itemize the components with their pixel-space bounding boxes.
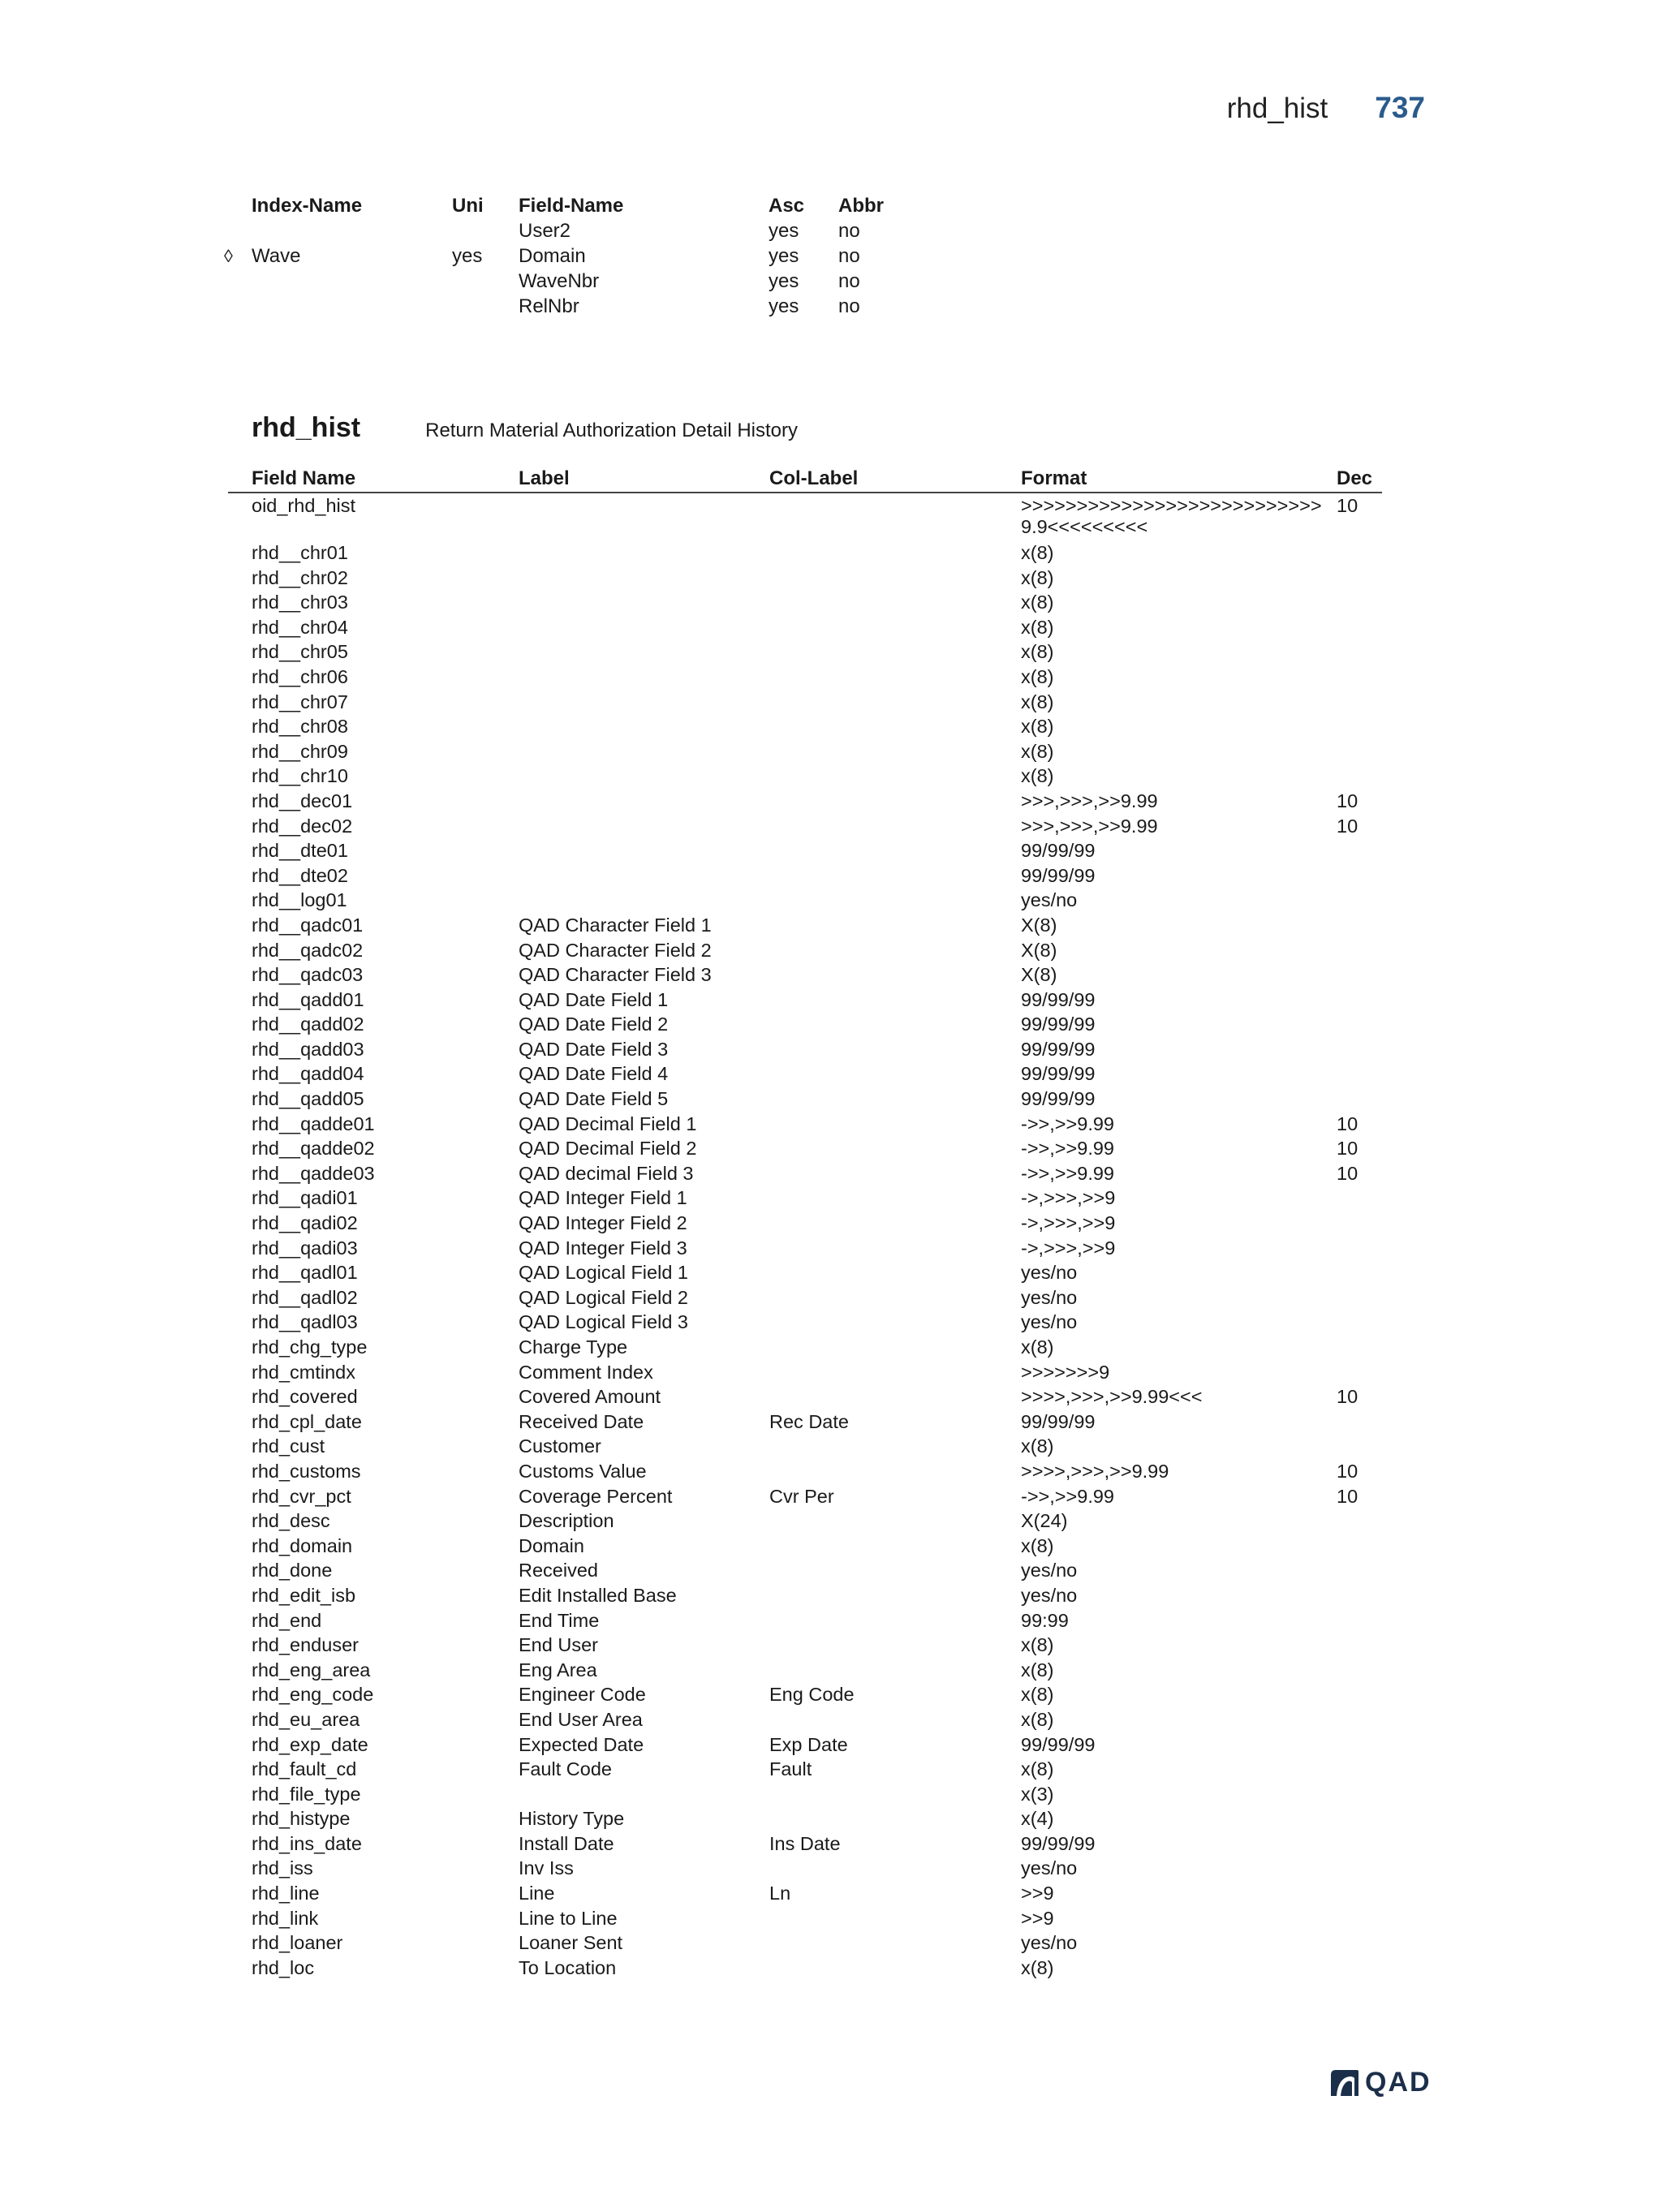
table-row [228, 1285, 1382, 1310]
field-name: rhd_ins_date [252, 1832, 362, 1854]
field-label: QAD Character Field 1 [519, 914, 712, 936]
table-row [228, 1360, 1382, 1385]
field-name: rhd__qadi03 [252, 1237, 358, 1259]
field-format: 99/99/99 [1021, 864, 1096, 886]
field-name: rhd__qadl02 [252, 1286, 358, 1308]
table-row [228, 1831, 1382, 1857]
field-col-label: Eng Code [769, 1684, 855, 1706]
field-name: rhd__qadd04 [252, 1063, 364, 1085]
field-name: rhd_edit_isb [252, 1584, 356, 1606]
table-row [228, 1558, 1382, 1583]
field-name: rhd__chr10 [252, 765, 348, 787]
table-row [228, 1707, 1382, 1732]
index-row [0, 294, 974, 319]
table-row [228, 1037, 1382, 1062]
table-row [228, 863, 1382, 889]
field-name: rhd_cvr_pct [252, 1485, 351, 1507]
field-format: ->,>>>,>>9 [1021, 1237, 1116, 1259]
field-name: rhd__chr06 [252, 665, 348, 687]
table-row [228, 690, 1382, 715]
field-name: rhd__qadde03 [252, 1162, 375, 1184]
field-name: rhd_fault_cd [252, 1758, 357, 1780]
field-name: rhd__dec02 [252, 815, 353, 837]
field-name: rhd__qadc02 [252, 939, 364, 961]
field-label: QAD Date Field 1 [519, 988, 669, 1010]
index-row [0, 243, 974, 269]
table-row [228, 1012, 1382, 1037]
table-row [228, 764, 1382, 789]
field-format: 99/99/99 [1021, 1063, 1096, 1085]
table-row [228, 789, 1382, 814]
field-format: x(8) [1021, 566, 1054, 588]
field-format: x(8) [1021, 592, 1054, 613]
field-name: rhd_cust [252, 1435, 325, 1457]
field-label: QAD Character Field 2 [519, 939, 712, 961]
field-label: QAD Decimal Field 1 [519, 1112, 697, 1134]
field-name: rhd_iss [252, 1857, 313, 1879]
field-label: Description [519, 1510, 614, 1532]
field-format: >>>,>>>,>>9.99 [1021, 815, 1158, 837]
index-unique: yes [452, 245, 483, 267]
field-label: Received [519, 1560, 598, 1582]
field-format: >>>>>>>9 [1021, 1361, 1110, 1383]
index-asc: yes [769, 295, 799, 317]
header-field-name: Field-Name [519, 195, 624, 217]
field-label: Eng Area [519, 1659, 597, 1681]
field-col-label: Exp Date [769, 1733, 848, 1755]
index-key-marker: ◊ [224, 246, 233, 266]
field-format: x(8) [1021, 740, 1054, 762]
field-label: QAD Integer Field 2 [519, 1212, 687, 1234]
table-row [228, 1161, 1382, 1186]
field-col-label: Ln [769, 1883, 791, 1904]
field-label: Inv Iss [519, 1857, 574, 1879]
table-row [228, 540, 1382, 566]
field-name: rhd__qadl01 [252, 1262, 358, 1284]
field-label: QAD Character Field 3 [519, 964, 712, 986]
field-format: >>9 [1021, 1907, 1054, 1929]
field-name: rhd_enduser [252, 1634, 359, 1656]
table-row [228, 838, 1382, 863]
field-col-label: Ins Date [769, 1832, 841, 1854]
field-format: yes/no [1021, 1262, 1078, 1284]
field-label: History Type [519, 1808, 625, 1830]
field-format: x(8) [1021, 1336, 1054, 1358]
field-name: rhd__chr08 [252, 716, 348, 738]
field-format: 99/99/99 [1021, 1410, 1096, 1432]
field-format: x(8) [1021, 716, 1054, 738]
table-row [228, 888, 1382, 913]
header-title: rhd_hist [1226, 93, 1328, 124]
field-format: 99/99/99 [1021, 988, 1096, 1010]
index-field-name: User2 [519, 220, 571, 242]
field-dec: 10 [1337, 1112, 1358, 1134]
field-name: rhd_file_type [252, 1783, 361, 1805]
index-field-name: WaveNbr [519, 270, 600, 292]
header-index-name: Index-Name [252, 195, 363, 217]
field-name: rhd__qadc03 [252, 964, 364, 986]
field-name: rhd__qadl03 [252, 1311, 358, 1333]
field-name: rhd__qadi01 [252, 1187, 358, 1209]
header-asc: Asc [769, 195, 805, 217]
table-row [228, 1186, 1382, 1211]
field-name: rhd_eng_code [252, 1684, 374, 1706]
field-label: To Location [519, 1956, 617, 1978]
field-name: rhd__chr04 [252, 616, 348, 638]
field-label: Line to Line [519, 1907, 618, 1929]
table-row [228, 665, 1382, 690]
table-title [252, 412, 798, 444]
table-row [228, 1484, 1382, 1509]
field-format: x(8) [1021, 1708, 1054, 1730]
index-table [0, 193, 974, 319]
field-label: Install Date [519, 1832, 614, 1854]
header-label: Label [519, 467, 570, 489]
field-name: rhd_chg_type [252, 1336, 368, 1358]
index-abbr: no [838, 245, 860, 267]
table-row [228, 1112, 1382, 1137]
field-format: yes/no [1021, 1932, 1078, 1954]
field-dec: 10 [1337, 1162, 1358, 1184]
field-name: rhd_link [252, 1907, 319, 1929]
table-row [228, 590, 1382, 615]
field-format: x(8) [1021, 691, 1054, 712]
field-label: Comment Index [519, 1361, 653, 1383]
field-format: x(8) [1021, 665, 1054, 687]
table-row [228, 1061, 1382, 1087]
field-format: >>9 [1021, 1883, 1054, 1904]
field-label: Domain [519, 1534, 584, 1556]
table-name: rhd_hist [252, 412, 361, 443]
field-name: rhd_exp_date [252, 1733, 368, 1755]
index-name: Wave [252, 245, 301, 267]
field-name: rhd__qadd01 [252, 988, 364, 1010]
field-label: QAD Decimal Field 2 [519, 1138, 697, 1160]
field-format: X(8) [1021, 964, 1057, 986]
field-format: x(8) [1021, 1634, 1054, 1656]
field-format: 99/99/99 [1021, 1013, 1096, 1035]
table-row [228, 1881, 1382, 1906]
table-row [228, 615, 1382, 640]
field-format: >>>>,>>>,>>9.99 [1021, 1460, 1169, 1482]
table-row [228, 1682, 1382, 1707]
field-format: x(8) [1021, 1435, 1054, 1457]
field-label: QAD Date Field 3 [519, 1038, 669, 1060]
field-format: X(8) [1021, 939, 1057, 961]
index-field-name: RelNbr [519, 295, 579, 317]
index-row [0, 218, 974, 243]
field-format: yes/no [1021, 1857, 1078, 1879]
field-format: ->,>>>,>>9 [1021, 1187, 1116, 1209]
field-format: ->>,>>9.99 [1021, 1112, 1114, 1134]
index-asc: yes [769, 245, 799, 267]
table-row [228, 1534, 1382, 1559]
field-format: ->>,>>9.99 [1021, 1138, 1114, 1160]
field-table [0, 466, 1420, 1980]
field-name: oid_rhd_hist [252, 495, 356, 516]
field-label: Customer [519, 1435, 601, 1457]
table-row [228, 1757, 1382, 1782]
table-row [228, 493, 1382, 540]
field-dec: 10 [1337, 1460, 1358, 1482]
field-name: rhd_cmtindx [252, 1361, 355, 1383]
qad-logo [1329, 2067, 1432, 2098]
header-dec: Dec [1337, 467, 1373, 489]
field-label: QAD Date Field 5 [519, 1088, 669, 1110]
field-format: yes/no [1021, 1311, 1078, 1333]
field-dec: 10 [1337, 815, 1358, 837]
table-row [228, 1608, 1382, 1633]
field-format: 99/99/99 [1021, 1038, 1096, 1060]
field-name: rhd__qadi02 [252, 1212, 358, 1234]
field-col-label: Rec Date [769, 1410, 849, 1432]
table-row [228, 1136, 1382, 1161]
table-row [228, 1906, 1382, 1931]
field-format: >>>>,>>>,>>9.99<<< [1021, 1386, 1203, 1408]
field-format: x(8) [1021, 765, 1054, 787]
field-format: x(3) [1021, 1783, 1054, 1805]
field-label: Expected Date [519, 1733, 644, 1755]
table-row [228, 1236, 1382, 1261]
field-name: rhd__chr02 [252, 566, 348, 588]
field-name: rhd_eng_area [252, 1659, 371, 1681]
field-label: QAD Logical Field 2 [519, 1286, 688, 1308]
field-format: ->>,>>9.99 [1021, 1485, 1114, 1507]
table-row [228, 739, 1382, 764]
field-format: yes/no [1021, 1286, 1078, 1308]
field-name: rhd__dte01 [252, 840, 348, 862]
field-rows [0, 493, 1420, 1980]
table-row [228, 1633, 1382, 1658]
field-col-label: Cvr Per [769, 1485, 834, 1507]
field-label: Coverage Percent [519, 1485, 673, 1507]
field-name: rhd_loaner [252, 1932, 343, 1954]
field-name: rhd__qadde01 [252, 1112, 375, 1134]
field-label: Customs Value [519, 1460, 647, 1482]
field-format: x(8) [1021, 1659, 1054, 1681]
field-name: rhd_done [252, 1560, 333, 1582]
field-name: rhd_loc [252, 1956, 315, 1978]
table-row [228, 566, 1382, 591]
field-col-label: Fault [769, 1758, 812, 1780]
index-abbr: no [838, 220, 860, 242]
table-row [228, 1508, 1382, 1534]
field-name: rhd__qadd02 [252, 1013, 364, 1035]
field-label: Loaner Sent [519, 1932, 623, 1954]
field-label: QAD Integer Field 1 [519, 1187, 687, 1209]
field-format: x(8) [1021, 641, 1054, 663]
field-label: Edit Installed Base [519, 1584, 677, 1606]
index-field-name: Domain [519, 245, 586, 267]
header-field-name: Field Name [252, 467, 356, 489]
field-format: x(8) [1021, 542, 1054, 563]
field-name: rhd__log01 [252, 889, 347, 911]
table-row [228, 814, 1382, 839]
table-row [228, 1335, 1382, 1360]
index-abbr: no [838, 270, 860, 292]
table-row [228, 913, 1382, 938]
field-format: yes/no [1021, 1560, 1078, 1582]
table-row [228, 1583, 1382, 1608]
header-col-label: Col-Label [769, 467, 859, 489]
header-format: Format [1021, 467, 1087, 489]
field-name: rhd__chr01 [252, 542, 348, 563]
field-format: >>>,>>>,>>9.99 [1021, 790, 1158, 811]
field-label: QAD Integer Field 3 [519, 1237, 687, 1259]
header-abbr: Abbr [838, 195, 884, 217]
table-row [228, 1434, 1382, 1459]
field-name: rhd__qadc01 [252, 914, 364, 936]
field-name: rhd__qadd03 [252, 1038, 364, 1060]
field-format: yes/no [1021, 1584, 1078, 1606]
index-abbr: no [838, 295, 860, 317]
field-label: QAD Logical Field 1 [519, 1262, 688, 1284]
logo-text: QAD [1365, 2067, 1432, 2098]
table-row [228, 1956, 1382, 1981]
table-row [228, 1806, 1382, 1831]
field-format: 99:99 [1021, 1609, 1069, 1631]
field-dec: 10 [1337, 495, 1358, 516]
table-row [228, 639, 1382, 665]
page-number: 737 [1375, 91, 1425, 124]
table-row [228, 1856, 1382, 1881]
field-format: x(8) [1021, 1534, 1054, 1556]
field-name: rhd__chr03 [252, 592, 348, 613]
table-row [228, 1459, 1382, 1484]
table-row [228, 1930, 1382, 1956]
qad-logo-icon [1329, 2068, 1360, 2098]
field-label: Engineer Code [519, 1684, 646, 1706]
field-format: >>>>>>>>>>>>>>>>>>>>>>>>>>>9.9<<<<<<<<< [1021, 495, 1322, 537]
field-table-header [228, 466, 1382, 493]
table-row [228, 1658, 1382, 1683]
table-row [228, 962, 1382, 988]
table-row [228, 988, 1382, 1013]
table-row [228, 1409, 1382, 1435]
field-name: rhd__dec01 [252, 790, 353, 811]
index-asc: yes [769, 270, 799, 292]
field-name: rhd_covered [252, 1386, 358, 1408]
field-label: Covered Amount [519, 1386, 661, 1408]
field-format: yes/no [1021, 889, 1078, 911]
field-format: x(4) [1021, 1808, 1054, 1830]
table-row [228, 1310, 1382, 1335]
table-row [228, 1087, 1382, 1112]
field-format: ->>,>>9.99 [1021, 1162, 1114, 1184]
field-label: Fault Code [519, 1758, 612, 1780]
field-label: QAD Date Field 4 [519, 1063, 669, 1085]
field-label: QAD Date Field 2 [519, 1013, 669, 1035]
page-header [1227, 91, 1425, 125]
field-format: 99/99/99 [1021, 1733, 1096, 1755]
field-name: rhd_domain [252, 1534, 353, 1556]
field-name: rhd_histype [252, 1808, 351, 1830]
field-format: 99/99/99 [1021, 1088, 1096, 1110]
field-dec: 10 [1337, 790, 1358, 811]
field-name: rhd__chr05 [252, 641, 348, 663]
field-name: rhd__chr09 [252, 740, 348, 762]
field-name: rhd_cpl_date [252, 1410, 362, 1432]
index-row [0, 269, 974, 294]
table-row [228, 714, 1382, 739]
field-name: rhd_end [252, 1609, 322, 1631]
field-name: rhd_eu_area [252, 1708, 360, 1730]
field-format: x(8) [1021, 1684, 1054, 1706]
field-format: 99/99/99 [1021, 840, 1096, 862]
field-label: Received Date [519, 1410, 644, 1432]
table-row [228, 1211, 1382, 1236]
field-name: rhd_customs [252, 1460, 361, 1482]
field-name: rhd__dte02 [252, 864, 348, 886]
table-row [228, 1782, 1382, 1807]
field-dec: 10 [1337, 1138, 1358, 1160]
field-dec: 10 [1337, 1386, 1358, 1408]
field-label: QAD Logical Field 3 [519, 1311, 688, 1333]
field-name: rhd__qadd05 [252, 1088, 364, 1110]
field-format: 99/99/99 [1021, 1832, 1096, 1854]
field-label: End User [519, 1634, 598, 1656]
field-name: rhd_desc [252, 1510, 330, 1532]
field-format: X(24) [1021, 1510, 1068, 1532]
field-label: End Time [519, 1609, 600, 1631]
field-name: rhd_line [252, 1883, 320, 1904]
index-table-header [0, 193, 974, 218]
table-row [228, 1384, 1382, 1409]
field-format: ->,>>>,>>9 [1021, 1212, 1116, 1234]
table-description: Return Material Authorization Detail History [425, 420, 798, 441]
table-row [228, 938, 1382, 963]
field-format: X(8) [1021, 914, 1057, 936]
table-row [228, 1260, 1382, 1285]
field-format: x(8) [1021, 616, 1054, 638]
field-format: x(8) [1021, 1758, 1054, 1780]
table-row [228, 1732, 1382, 1758]
field-name: rhd__chr07 [252, 691, 348, 712]
field-name: rhd__qadde02 [252, 1138, 375, 1160]
index-rows [0, 218, 974, 319]
header-uni: Uni [452, 195, 484, 217]
field-label: End User Area [519, 1708, 643, 1730]
field-dec: 10 [1337, 1485, 1358, 1507]
field-format: x(8) [1021, 1956, 1054, 1978]
index-asc: yes [769, 220, 799, 242]
field-label: QAD decimal Field 3 [519, 1162, 694, 1184]
field-label: Charge Type [519, 1336, 628, 1358]
field-label: Line [519, 1883, 555, 1904]
